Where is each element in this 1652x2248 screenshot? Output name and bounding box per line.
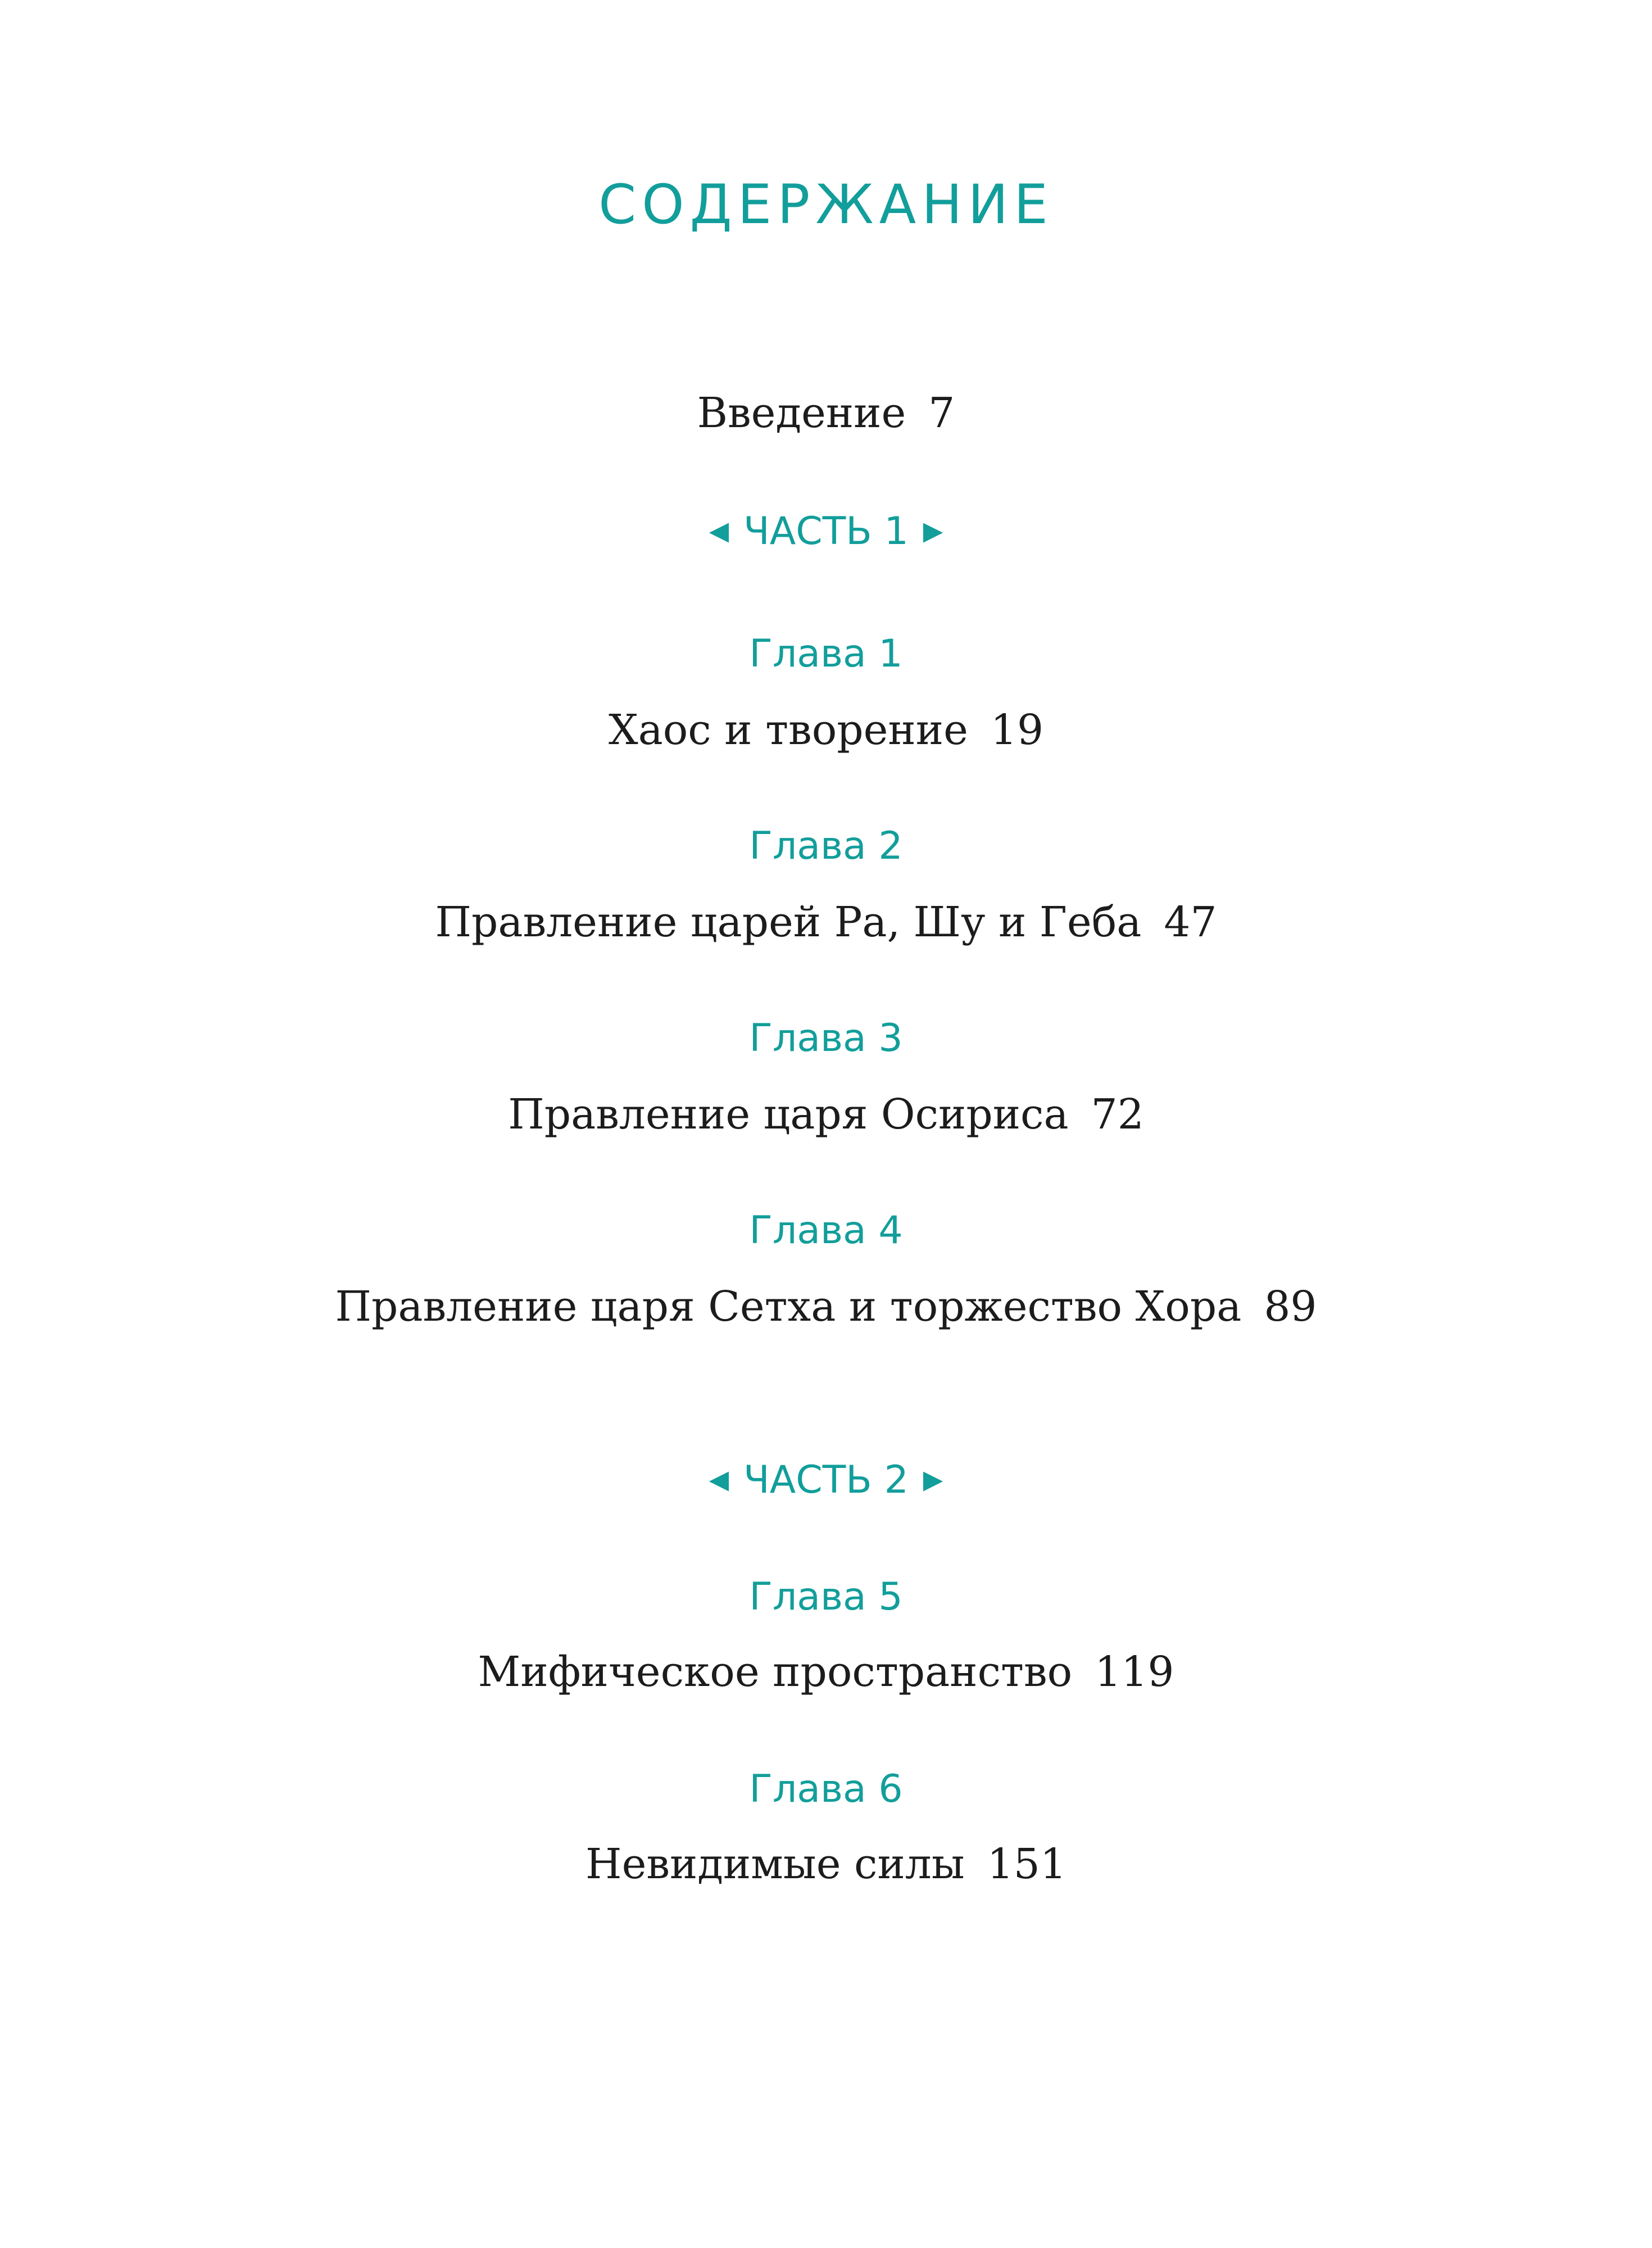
entry-title: Хаос и творение — [608, 706, 968, 754]
part-label: ЧАСТЬ 2 — [743, 1458, 909, 1502]
toc-entry-chapter-1[interactable] — [0, 706, 1652, 754]
triangle-right-icon: ▶ — [923, 1464, 943, 1494]
toc-entry-intro[interactable] — [0, 389, 1652, 437]
entry-title: Мифическое пространство — [478, 1648, 1073, 1696]
toc-entry-chapter-6[interactable] — [0, 1840, 1652, 1888]
page-number: 119 — [1095, 1648, 1174, 1696]
part-label: ЧАСТЬ 1 — [743, 509, 909, 554]
entry-title: Правление царя Осириса — [508, 1090, 1069, 1139]
chapter-label-1: Глава 1 — [749, 632, 903, 676]
triangle-left-icon: ◀ — [709, 515, 729, 546]
part-heading-2 — [0, 1458, 1652, 1502]
toc-entry-chapter-2[interactable] — [0, 898, 1652, 946]
toc-entry-chapter-4[interactable] — [0, 1282, 1652, 1331]
chapter-label-6: Глава 6 — [749, 1767, 903, 1811]
page-number: 151 — [987, 1840, 1066, 1888]
triangle-left-icon: ◀ — [709, 1464, 729, 1494]
toc-entry-chapter-5[interactable] — [0, 1648, 1652, 1696]
triangle-right-icon: ▶ — [923, 515, 943, 546]
page-number: 72 — [1091, 1090, 1144, 1139]
page-number: 7 — [928, 389, 955, 437]
page-number: 19 — [990, 706, 1044, 754]
entry-title: Правление царей Ра, Шу и Геба — [435, 898, 1142, 946]
entry-title: Введение — [697, 389, 906, 437]
chapter-label-3: Глава 3 — [749, 1016, 903, 1060]
toc-entry-chapter-3[interactable] — [0, 1090, 1652, 1139]
chapter-label-4: Глава 4 — [749, 1208, 903, 1253]
page-number: 47 — [1164, 898, 1217, 946]
page-title: СОДЕРЖАНИЕ — [598, 173, 1054, 236]
chapter-label-2: Глава 2 — [749, 824, 903, 868]
entry-title: Правление царя Сетха и торжество Хора — [335, 1282, 1242, 1331]
page-number: 89 — [1264, 1282, 1317, 1331]
part-heading-1 — [0, 509, 1652, 554]
chapter-label-5: Глава 5 — [749, 1575, 903, 1619]
entry-title: Невидимые силы — [586, 1840, 965, 1888]
